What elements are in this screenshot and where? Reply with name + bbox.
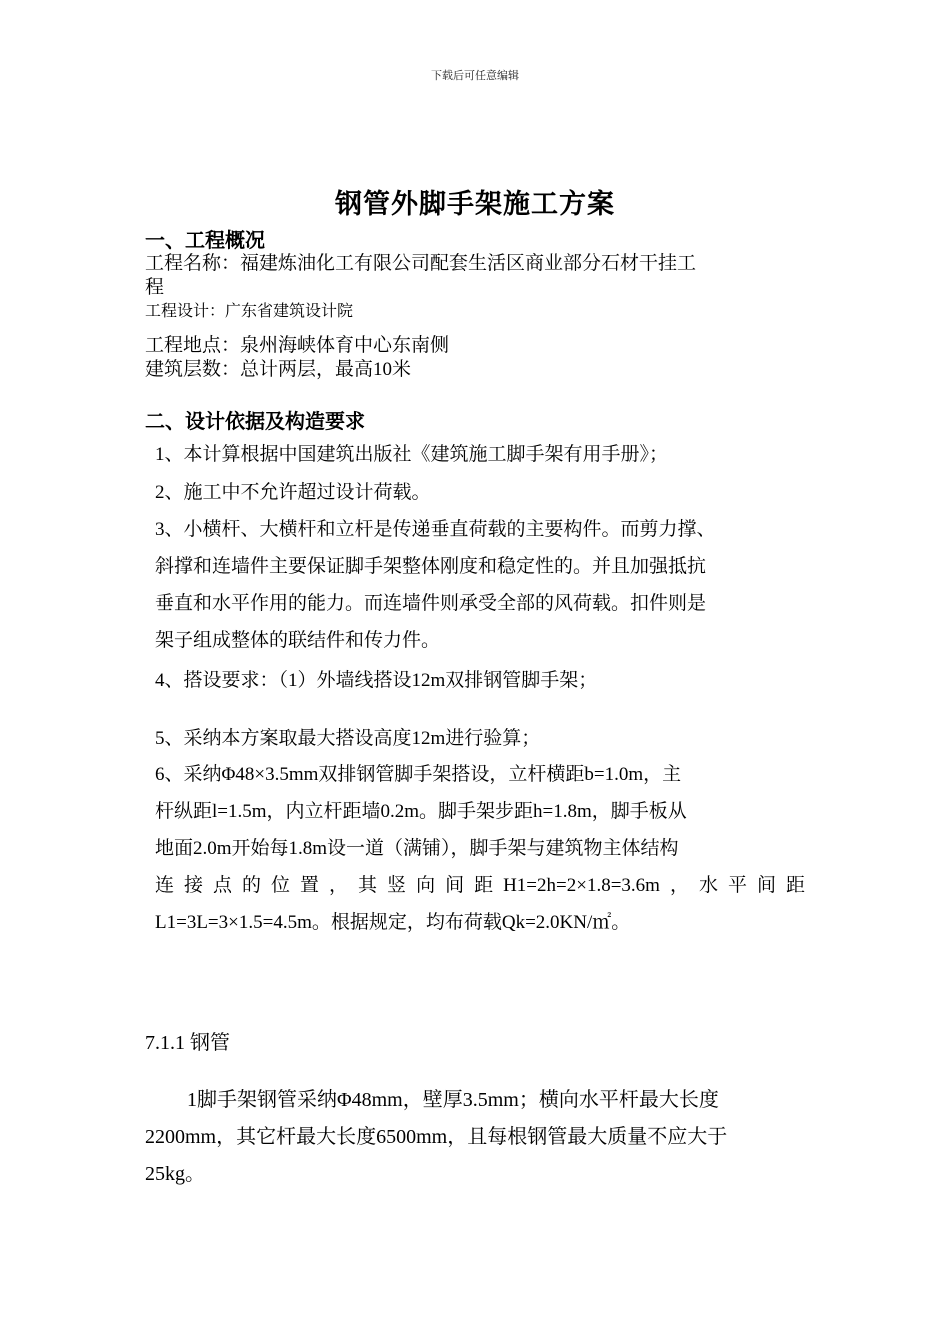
requirement-item-4: 4、搭设要求：（1）外墙线搭设12m双排钢管脚手架； [155, 670, 598, 691]
paragraph-line: 2200mm，其它杆最大长度6500mm，且每根钢管最大质量不应大于 [145, 1126, 728, 1148]
paragraph-line: 25kg。 [145, 1163, 205, 1185]
paragraph-line: 1脚手架钢管采纳Φ48mm，壁厚3.5mm；横向水平杆最大长度 [187, 1089, 719, 1111]
requirement-item-6 [155, 756, 805, 941]
steel-pipe-paragraph [145, 1082, 815, 1193]
requirement-item-5: 5、采纳本方案取最大搭设高度12m进行验算； [155, 728, 541, 749]
project-name [145, 252, 825, 300]
item6-line: 地面2.0m开始每1.8m设一道（满铺），脚手架与建筑物主体结构 [155, 838, 679, 859]
item6-line: L1=3L=3×1.5=4.5m。根据规定，均布荷载Qk=2.0KN/㎡。 [155, 912, 631, 933]
item3-line: 架子组成整体的联结件和传力件。 [155, 630, 441, 651]
item3-line: 垂直和水平作用的能力。而连墙件则承受全部的风荷载。扣件则是 [155, 593, 707, 614]
item6-line: 连接点的位置，其竖向间距H1=2h=2×1.8=3.6m，水平间距 [155, 875, 805, 896]
project-name-line2: 程 [145, 277, 165, 298]
requirement-item-2: 2、施工中不允许超过设计荷载。 [155, 482, 431, 503]
project-name-line1: 工程名称：福建炼油化工有限公司配套生活区商业部分石材干挂工 [145, 253, 697, 274]
requirement-item-1: 1、本计算根据中国建筑出版社《建筑施工脚手架有用手册》； [155, 444, 669, 465]
item3-line: 3、小横杆、大横杆和立杆是传递垂直荷载的主要构件。而剪力撑、 [155, 519, 716, 540]
header-note: 下载后可任意编辑 [431, 70, 519, 82]
item3-line: 斜撑和连墙件主要保证脚手架整体刚度和稳定性的。并且加强抵抗 [155, 556, 707, 577]
document-title: 钢管外脚手架施工方案 [335, 189, 615, 219]
section1-heading: 一、工程概况 [145, 228, 265, 252]
project-design: 工程设计：广东省建筑设计院 [145, 303, 354, 320]
subsection-heading: 7.1.1 钢管 [145, 1032, 230, 1054]
requirement-item-3 [155, 511, 835, 659]
item6-line: 6、采纳Φ48×3.5mm双排钢管脚手架搭设，立杆横距b=1.0m，主 [155, 764, 682, 785]
item6-line: 杆纵距l=1.5m，内立杆距墙0.2m。脚手架步距h=1.8m，脚手板从 [155, 801, 687, 822]
project-location: 工程地点：泉州海峡体育中心东南侧 [145, 335, 450, 356]
section2-heading: 二、设计依据及构造要求 [145, 409, 365, 433]
building-floors: 建筑层数：总计两层，最高10米 [145, 359, 412, 380]
